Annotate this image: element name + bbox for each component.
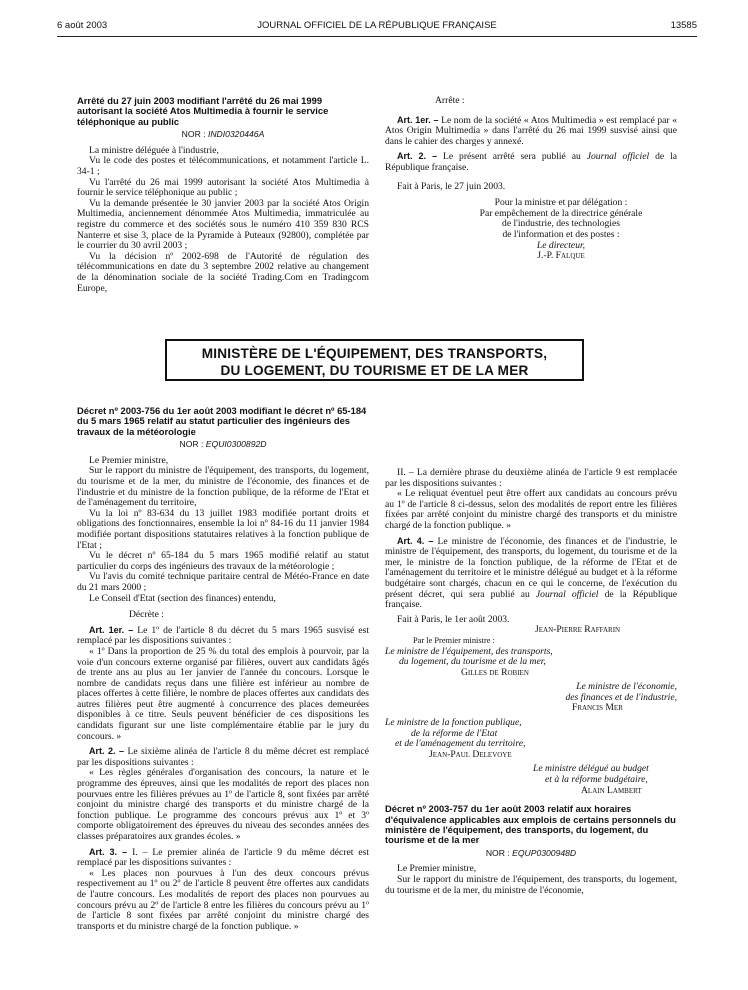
decret-756-title: Décret nº 2003-756 du 1er août 2003 modifiant le décret nº 65-184 du 5 mars 1965 relatif au statut particulier des ingénieurs des travaux de la météorologie	[77, 405, 367, 437]
decret-756-article-2-quote: « Les règles générales d'organisation des concours, la nature et le programme des épreuves, ainsi que les modalités de report des places non pourvues entre les filières prévues au 1º de l'article 8, sont fixées par arrêté conjoint du ministre chargé des transports et du ministre chargé de la fonction publique. Le programme des concours prévus aux 1º et 3º comporte obligatoirement des épreuves du niveau des secondes années des classes préparatoires aux grandes écoles. »	[77, 767, 369, 842]
header-date: 6 août 2003	[57, 20, 108, 31]
arrete-para: Vu la demande présentée le 30 janvier 2003 par la société Atos Origin Multimedia, anciennement dénommée Atos Multimedia, immatriculée au registre du commerce et des sociétés sous le numéro 410 359 830 RCS Nanterre et sise 3, place de la Pyramide à Puteaux (92800), complétée par le courrier du 30 avril 2003 ;	[77, 197, 369, 252]
ministry-line-1: MINISTÈRE DE L'ÉQUIPEMENT, DES TRANSPORTS,	[201, 346, 548, 361]
arrete-para: La ministre déléguée à l'industrie,	[89, 144, 219, 156]
decret-756-para: Vu l'avis du comité technique paritaire central de Météo-France en date du 21 mars 2000 ;	[77, 571, 369, 593]
arrete-label: Arrête :	[435, 95, 465, 106]
arrete-article-2: Art. 2. – Le présent arrêté sera publié au Journal officiel de la République française.	[385, 151, 678, 173]
decret-756-para: Vu la loi nº 83-634 du 13 juillet 1983 modifiée portant droits et obligations des fonctionnaires, ensemble la loi nº 84-16 du 11 janvier 1984 modifiée portant dispositions statutaires relatives à la fonction publique de l'Etat ;	[77, 507, 369, 551]
decret-757-para: Le Premier ministre,	[397, 863, 477, 875]
arrete-title: Arrêté du 27 juin 2003 modifiant l'arrêté du 26 mai 1999 autorisant la société Atos Multimedia à fournir le service téléphonique au public	[77, 95, 329, 127]
min-eco-name: Francis Mer	[572, 702, 623, 714]
min-fp-name: Jean-Paul Delevoye	[429, 748, 512, 760]
arrete-block-left	[77, 96, 369, 294]
page-header	[57, 20, 697, 34]
decret-756-para: Sur le rapport du ministre de l'équipement, des transports, du logement, du tourisme et de la mer, du ministre de l'économie, des finances et de l'industrie et du ministre de la fonction publique, de la réforme de l'Etat et de l'aménagement du territoire,	[77, 465, 369, 509]
decret-756-right	[385, 406, 677, 896]
decret-757-nor: NOR : EQUP0300948D	[485, 847, 577, 858]
min-budget-line: et à la réforme budgétaire,	[545, 774, 648, 786]
min-budget-name: Alain Lambert	[581, 784, 642, 796]
header-journal-title: JOURNAL OFFICIEL DE LA RÉPUBLIQUE FRANÇAISE	[257, 20, 497, 31]
pm-name: Jean-Pierre Raffarin	[535, 624, 621, 636]
decret-756-fait: Fait à Paris, le 1er août 2003.	[397, 613, 510, 625]
decret-756-article-3-ii-quote: « Le reliquat éventuel peut être offert aux candidats au concours prévu au 1º de l'article 8 ci-dessus, selon des modalités de report entre les filières fixées par arrêté conjoint du ministre chargé des transports et du ministre chargé de la fonction publique. »	[385, 488, 677, 531]
par-pm: Par le Premier ministre :	[413, 635, 495, 645]
min-fp-line: de la réforme de l'Etat	[411, 727, 498, 739]
min-equip-name: Gilles de Robien	[461, 666, 529, 678]
min-eco-line: des finances et de l'industrie,	[565, 691, 677, 703]
decret-756-article-3-ii: II. – La dernière phrase du deuxième alinéa de l'article 9 est remplacée par les dispositions suivantes :	[385, 467, 677, 489]
decret-757-para: Sur le rapport du ministre de l'équipement, des transports, du logement, du tourisme et de la mer, du ministre de l'économie,	[385, 874, 677, 896]
arrete-fait: Fait à Paris, le 27 juin 2003.	[397, 180, 506, 192]
decret-756-article-2: Art. 2. – Le sixième alinéa de l'article 8 du même décret est remplacé par les dispositions suivantes :	[77, 746, 369, 768]
arrete-article-1: Art. 1er. – Le nom de la société « Atos Multimedia » est remplacé par « Atos Origin Multimedia » dans l'arrêté du 26 mai 1999 susvisé ainsi que dans le cahier des charges y annexé.	[385, 114, 677, 147]
arrete-sig-title: Le directeur,	[536, 239, 586, 251]
min-fp-line: Le ministre de la fonction publique,	[385, 717, 522, 729]
min-equip-line: du logement, du tourisme et de la mer,	[399, 656, 546, 668]
arrete-para: Vu l'arrêté du 26 mai 1999 autorisant la société Atos Multimedia à fournir le service téléphonique au public ;	[77, 176, 369, 199]
ministry-banner	[165, 339, 584, 381]
arrete-sig-line: Par empêchement de la directrice générale	[479, 207, 643, 219]
arrete-block-right	[385, 96, 677, 262]
min-fp-line: et de l'aménagement du territoire,	[395, 738, 526, 750]
min-eco-line: Le ministre de l'économie,	[576, 681, 677, 693]
decret-756-para: Le Conseil d'Etat (section des finances) entendu,	[89, 592, 276, 604]
decret-756-article-1: Art. 1er. – Le 1º de l'article 8 du décret du 5 mars 1965 susvisé est remplacé par les dispositions suivantes :	[77, 624, 369, 647]
arrete-nor: NOR : INDI0320446A	[181, 129, 265, 140]
decret-756-article-4: Art. 4. – Le ministre de l'économie, des finances et de l'industrie, le ministre de l'équipement, des transports, du logement, du tourisme et de la mer, le ministre de la fonction publique, de la réforme de l'Etat et de l'aménagement du territoire et le ministre délégué au budget et à la réforme budgétaire sont chargés, chacun en ce qui le concerne, de l'exécution du présent décret, qui sera publié au Journal officiel de la République française.	[385, 535, 678, 611]
ministry-line-2: DU LOGEMENT, DU TOURISME ET DE LA MER	[220, 363, 529, 378]
decret-756-article-3-quote: « Les places non pourvues à l'un des deux concours prévus respectivement au 1º ou 2º de l'article 8 peuvent être offertes aux candidats de l'autre concours. Les modalités de report des places non pourvues au concours prévu au 2º de l'article 8 entre les filières du concours prévu au 1º de l'article 8 sont fixées par arrêté conjoint du ministre chargé des transports et du ministre chargé de la fonction publique. »	[77, 867, 369, 932]
arrete-sig-line: de l'industrie, des technologies	[502, 218, 620, 230]
arrete-sig-line: Pour la ministre et par délégation :	[494, 197, 628, 209]
arrete-para: Vu la décision nº 2002-698 de l'Autorité de régulation des télécommunications en date du 3 septembre 2002 relative au changement de la dénomination sociale de la société Trading.Com en Tradingcom Europe,	[77, 250, 369, 294]
min-budget-line: Le ministre délégué au budget	[533, 763, 649, 775]
arrete-para: Vu le code des postes et télécommunications, et notamment l'article L. 34-1 ;	[77, 155, 369, 177]
min-equip-line: Le ministre de l'équipement, des transports,	[385, 645, 553, 657]
header-rule	[57, 36, 697, 37]
decret-756-left	[77, 406, 369, 932]
arrete-sig-name: J.-P. Falque	[537, 250, 585, 262]
decret-757-title: Décret nº 2003-757 du 1er août 2003 relatif aux horaires d'équivalence applicables aux emplois de certains personnels du ministère de l'équipement, des transports, du logement, du tourisme et de la mer	[385, 803, 676, 846]
decret-756-para: Vu le décret nº 65-184 du 5 mars 1965 modifié relatif au statut particulier du corps des ingénieurs des travaux de la météorologie ;	[77, 550, 369, 572]
decret-756-article-3: Art. 3. – I. – Le premier alinéa de l'article 9 du même décret est remplacé par les dispositions suivantes :	[77, 846, 370, 869]
decrete-label: Décrète :	[129, 609, 164, 621]
header-page-number: 13585	[670, 20, 697, 31]
decret-756-nor: NOR : EQUI0300892D	[179, 439, 267, 450]
decret-756-article-1-quote: « 1º Dans la proportion de 25 % du total des emplois à pourvoir, par la voie d'un concours externe organisé par filières, ouvert aux candidats âgés de trente ans au plus au 1er janvier de l'année du concours. Lorsque le nombre de candidats reçus dans une filière est inférieur au nombre de places offertes à cette filière, le nombre de places offertes aux candidats des autres filières peut être augmenté à concurrence des places demeurées disponibles à ce titre. Seuls peuvent bénéficier de ces dispositions les candidats figurant sur une liste complémentaire établie par le jury du concours. »	[77, 645, 369, 742]
decret-756-para: Le Premier ministre,	[89, 454, 169, 466]
arrete-sig-line: de l'information et des postes :	[502, 228, 620, 240]
